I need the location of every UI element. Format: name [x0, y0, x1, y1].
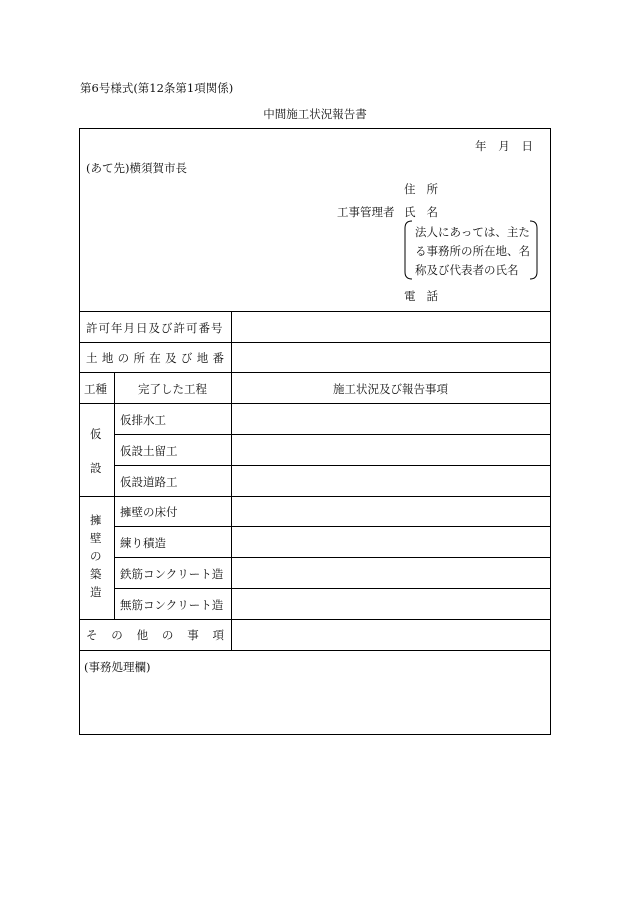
date-month: 月	[498, 139, 510, 153]
office-use-label: (事務処理欄)	[84, 660, 151, 674]
addressee: (あて先)横須賀市長	[86, 161, 187, 175]
retaining-group-char-1: 擁	[90, 513, 102, 527]
divider-ret-3	[114, 588, 551, 589]
permit-date-label: 許可年月日及び許可番号	[86, 321, 224, 335]
date-year: 年	[475, 139, 487, 153]
corporate-note-line-1: 法人にあっては、主た	[415, 225, 530, 239]
temporary-group-char-1: 仮	[90, 427, 102, 441]
document-title: 中間施工状況報告書	[263, 107, 367, 121]
retaining-group-char-2: 壁	[90, 531, 102, 545]
column-header-status: 施工状況及び報告事項	[333, 382, 448, 396]
temporary-item-1: 仮排水工	[120, 413, 166, 427]
land-location-label: 土 地 の 所 在 及 び 地 番	[86, 351, 224, 365]
temporary-item-2: 仮設土留工	[120, 444, 178, 458]
date-day: 日	[521, 139, 533, 153]
retaining-item-1: 擁壁の床付	[120, 505, 178, 519]
form-number-label: 第6号様式(第12条第1項関係)	[80, 81, 234, 95]
corporate-note-line-3: 称及び代表者の氏名	[415, 263, 519, 277]
divider-header	[79, 311, 551, 312]
retaining-group-char-5: 造	[90, 585, 102, 599]
divider-permit	[79, 342, 551, 343]
divider-temp-1	[114, 434, 551, 435]
divider-colhead	[79, 403, 551, 404]
name-label: 氏 名	[404, 205, 438, 219]
divider-temp-2	[114, 465, 551, 466]
divider-ret-1	[114, 526, 551, 527]
phone-label: 電 話	[404, 289, 438, 303]
retaining-item-4: 無筋コンクリート造	[120, 598, 224, 612]
divider-ret-end	[79, 619, 551, 620]
divider-ret-2	[114, 557, 551, 558]
column-header-type: 工種	[84, 382, 107, 396]
divider-other	[79, 650, 551, 651]
column-divider-main	[231, 311, 232, 650]
temporary-group-char-2: 設	[90, 461, 102, 475]
corporate-note-line-2: る事務所の所在地、名	[415, 244, 530, 258]
retaining-group-char-4: 築	[90, 567, 102, 581]
divider-temp-end	[79, 496, 551, 497]
temporary-item-3: 仮設道路工	[120, 475, 178, 489]
column-divider-type	[114, 372, 115, 619]
address-label: 住 所	[404, 182, 438, 196]
retaining-item-3: 鉄筋コンクリート造	[120, 567, 224, 581]
retaining-item-2: 練り積造	[120, 536, 166, 550]
retaining-group-char-3: の	[90, 549, 102, 563]
date-line	[475, 138, 533, 154]
column-header-completed: 完了した工程	[138, 382, 207, 396]
manager-role-label: 工事管理者	[337, 205, 395, 219]
other-items-label: そ の 他 の 事 項	[86, 628, 224, 642]
divider-land	[79, 372, 551, 373]
